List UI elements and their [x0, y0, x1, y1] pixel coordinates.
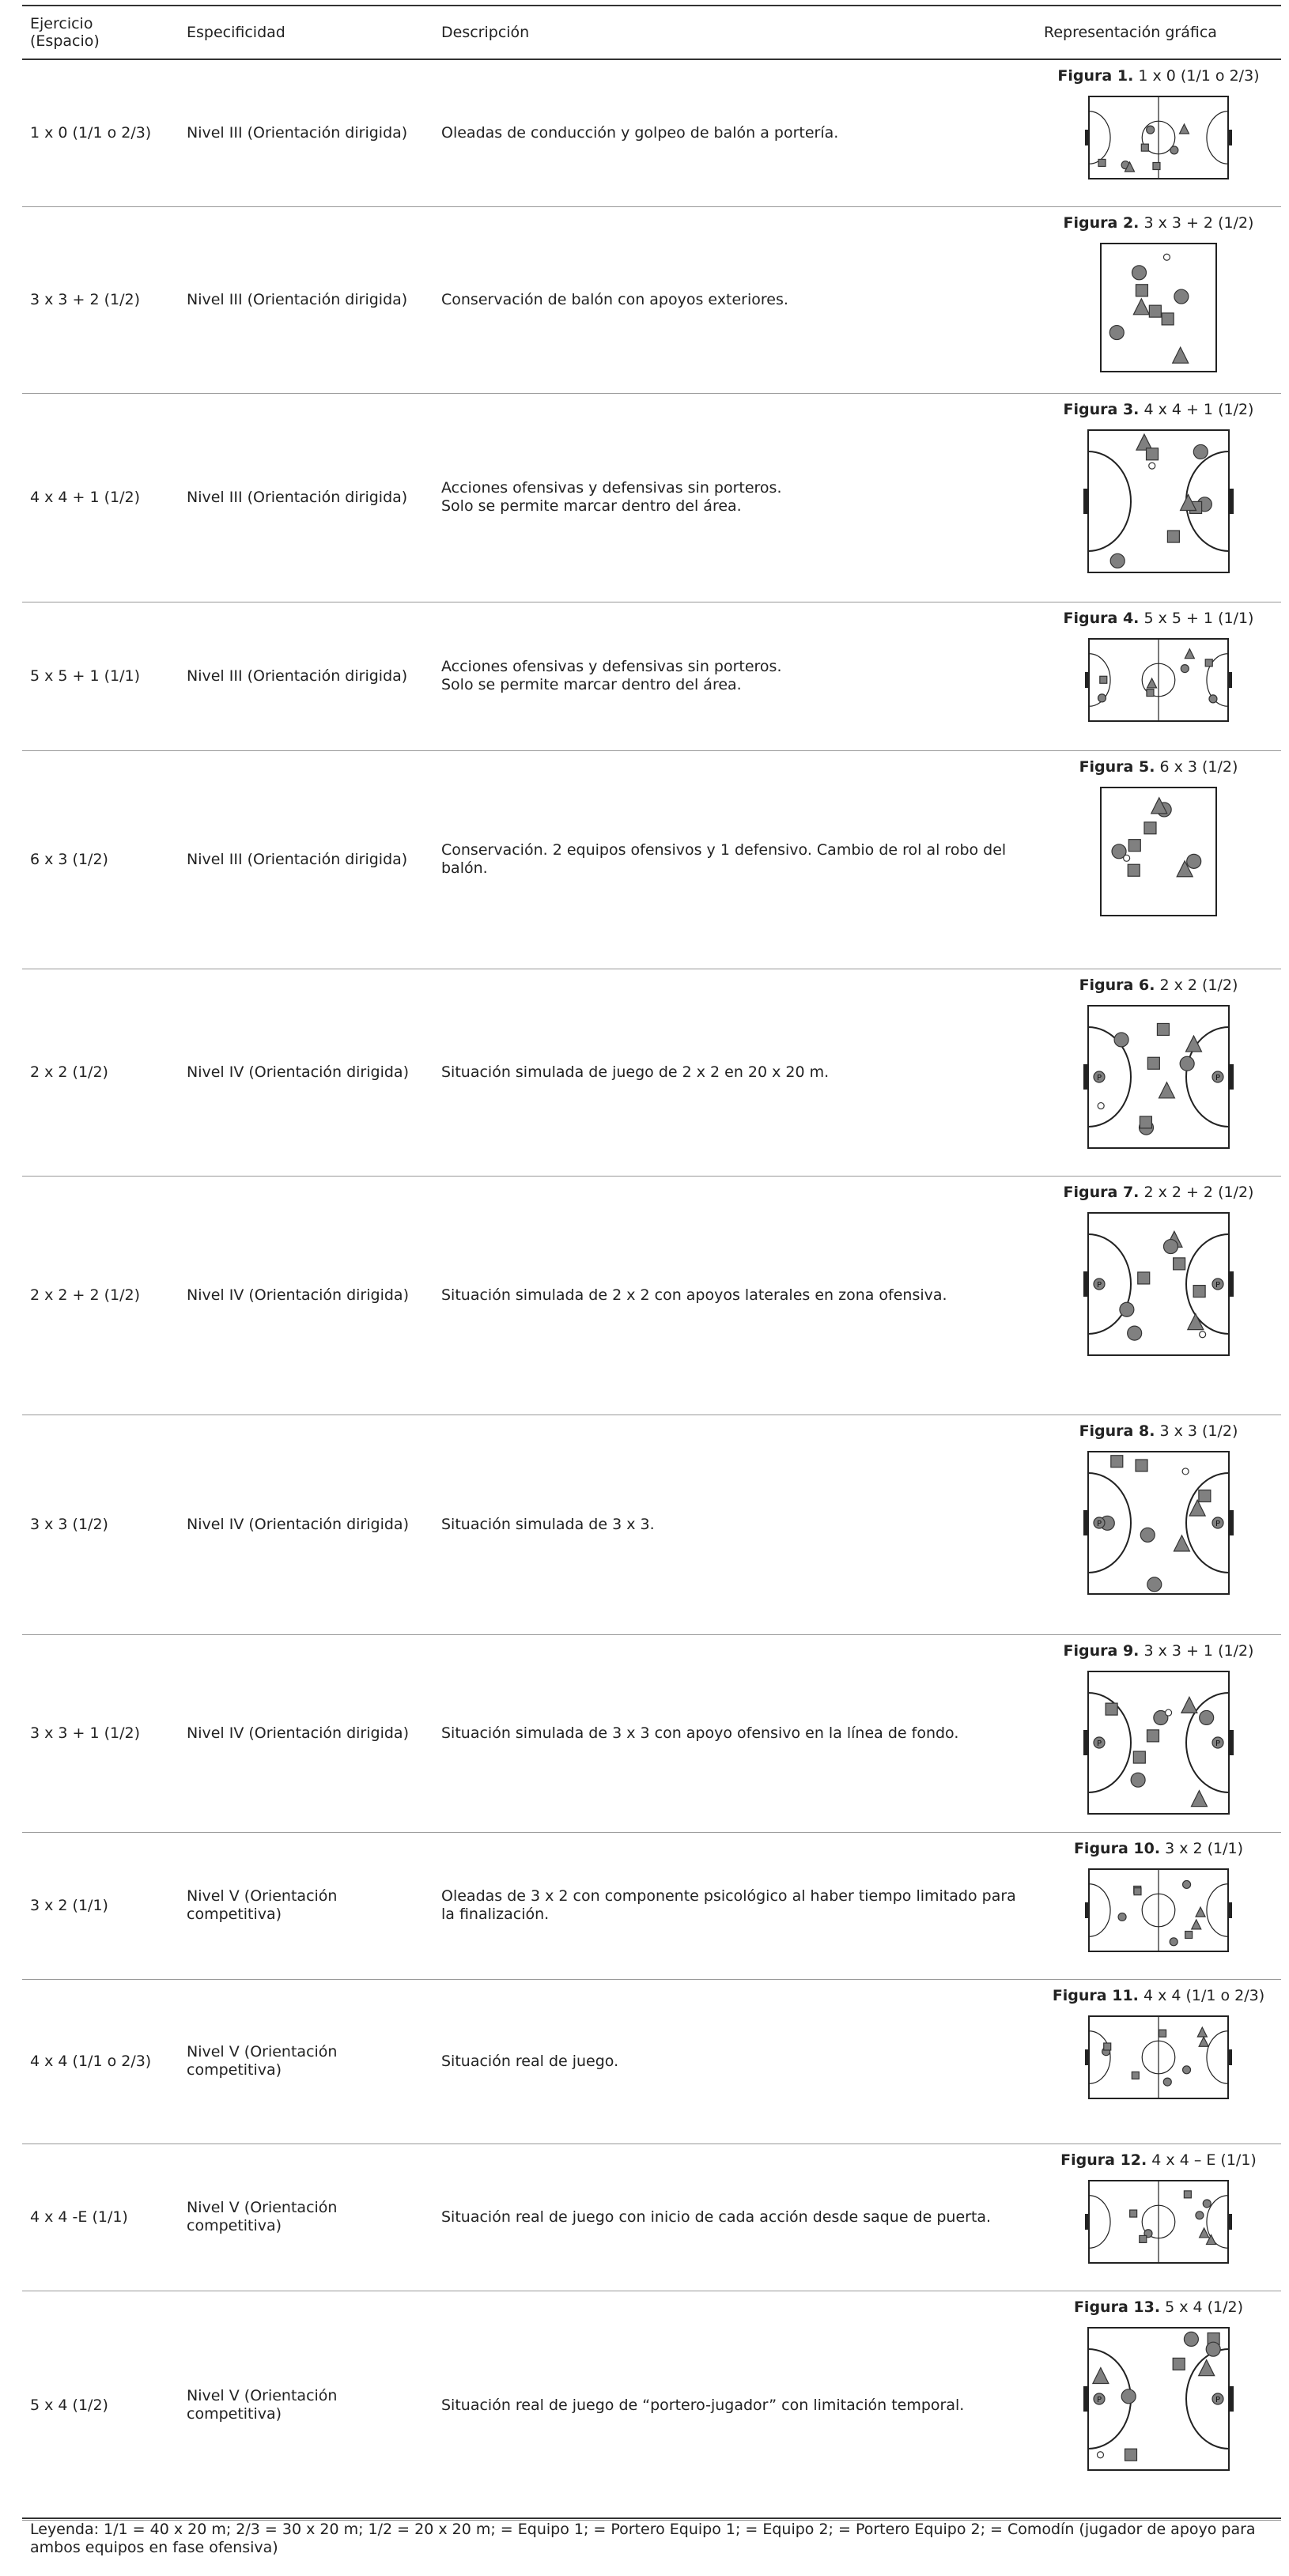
player-team-2-marker — [1140, 2235, 1147, 2242]
figure-label: Figura 1. — [1057, 67, 1134, 85]
figure-cell — [1036, 1176, 1281, 1415]
exercise-cell: 5 x 4 (1/2) — [22, 2291, 179, 2520]
player-team-1-marker — [1193, 444, 1208, 459]
pitch-diagram — [1088, 237, 1229, 378]
specificity-cell: Nivel IV (Orientación dirigida) — [179, 969, 433, 1176]
right-goal — [1229, 1064, 1234, 1090]
pitch-diagram — [1076, 1863, 1241, 1958]
player-team-2-marker — [1174, 1257, 1185, 1269]
specificity-cell: Nivel IV (Orientación dirigida) — [179, 1415, 433, 1634]
figure-label: Figura 12. — [1060, 2151, 1147, 2169]
table-row — [22, 1415, 1281, 1634]
description-cell: Oleadas de 3 x 2 con componente psicológico al haber tiempo limitado para la finalización. — [433, 1832, 1036, 1979]
figure-label: Figura 9. — [1063, 1641, 1140, 1660]
player-team-2-marker — [1134, 1887, 1141, 1894]
specificity-cell: Nivel V (Orientación competitiva) — [179, 2144, 433, 2291]
svg-text:P: P — [1096, 1519, 1102, 1528]
figure-title: 3 x 3 + 2 (1/2) — [1143, 213, 1254, 232]
specificity-cell: Nivel III (Orientación dirigida) — [179, 59, 433, 206]
right-goal — [1229, 1730, 1234, 1755]
goalkeeper-team-1-marker — [1094, 1071, 1105, 1082]
figure-caption — [1036, 1183, 1281, 1202]
table-row — [22, 750, 1281, 969]
figure-cell — [1036, 1415, 1281, 1634]
svg-text:P: P — [1215, 2395, 1221, 2404]
specificity-cell: Nivel III (Orientación dirigida) — [179, 602, 433, 750]
figure-cell — [1036, 59, 1281, 206]
exercise-cell: 4 x 4 -E (1/1) — [22, 2144, 179, 2291]
specificity-cell: Nivel IV (Orientación dirigida) — [179, 1176, 433, 1415]
ball-marker — [1124, 855, 1130, 861]
description-cell: Situación simulada de 3 x 3. — [433, 1415, 1036, 1634]
player-team-1-marker — [1132, 265, 1147, 279]
table-row — [22, 1176, 1281, 1415]
figure-title: 6 x 3 (1/2) — [1159, 757, 1238, 776]
player-team-1-marker — [1174, 289, 1189, 304]
figure-caption — [1036, 1986, 1281, 2005]
table-header-row — [22, 6, 1281, 59]
player-team-1-marker — [1131, 1773, 1145, 1787]
player-team-2-marker — [1147, 1729, 1159, 1741]
player-team-2-marker — [1147, 689, 1154, 696]
pitch-diagram — [1075, 424, 1242, 579]
player-team-2-marker — [1149, 305, 1161, 317]
figure-label: Figura 7. — [1063, 1183, 1140, 1201]
exercise-cell: 2 x 2 (1/2) — [22, 969, 179, 1176]
player-team-2-marker — [1098, 159, 1106, 166]
figure-label: Figura 5. — [1079, 757, 1155, 776]
left-goal — [1085, 672, 1089, 688]
player-team-2-marker — [1193, 1285, 1205, 1297]
figure-caption — [1036, 2151, 1281, 2170]
specificity-cell: Nivel III (Orientación dirigida) — [179, 393, 433, 602]
description-cell: Situación real de juego con inicio de cada acción desde saque de puerta. — [433, 2144, 1036, 2291]
figure-caption — [1036, 400, 1281, 419]
player-team-1-marker — [1098, 693, 1106, 701]
figure-title: 5 x 5 + 1 (1/1) — [1143, 609, 1254, 627]
svg-text:P: P — [1096, 1280, 1102, 1290]
goalkeeper-team-2-marker — [1212, 1737, 1223, 1748]
figure-title: 3 x 3 (1/2) — [1159, 1422, 1238, 1440]
figure-caption — [1036, 2298, 1281, 2317]
ball-marker — [1182, 1467, 1189, 1474]
player-team-1-marker — [1140, 1528, 1155, 1542]
player-team-2-marker — [1167, 531, 1179, 542]
specificity-cell: Nivel V (Orientación competitiva) — [179, 1832, 433, 1979]
exercise-cell: 6 x 3 (1/2) — [22, 750, 179, 969]
figure-title: 5 x 4 (1/2) — [1165, 2298, 1244, 2316]
figure-title: 1 x 0 (1/1 o 2/3) — [1138, 67, 1260, 85]
description-cell: Situación simulada de 3 x 3 con apoyo ofensivo en la línea de fondo. — [433, 1634, 1036, 1832]
figure-cell — [1036, 969, 1281, 1176]
figure-cell — [1036, 1979, 1281, 2144]
goalkeeper-team-1-marker — [1094, 1279, 1105, 1290]
table-row — [22, 602, 1281, 750]
figure-cell — [1036, 2291, 1281, 2520]
figure-caption — [1036, 66, 1281, 85]
player-team-1-marker — [1163, 2078, 1171, 2086]
svg-text:P: P — [1215, 1739, 1221, 1748]
ball-marker — [1166, 1709, 1172, 1716]
svg-text:P: P — [1215, 1280, 1221, 1290]
player-team-1-marker — [1184, 2332, 1198, 2346]
specificity-cell: Nivel V (Orientación competitiva) — [179, 2291, 433, 2520]
exercise-cell: 3 x 3 + 2 (1/2) — [22, 206, 179, 393]
player-team-2-marker — [1153, 163, 1160, 170]
figure-cell — [1036, 1832, 1281, 1979]
player-team-1-marker — [1183, 1880, 1191, 1888]
figure-label: Figura 10. — [1073, 1839, 1161, 1857]
player-team-1-marker — [1170, 1937, 1177, 1945]
figure-cell — [1036, 1634, 1281, 1832]
player-team-1-marker — [1180, 1056, 1194, 1071]
figure-caption — [1036, 1641, 1281, 1660]
player-team-2-marker — [1132, 2072, 1139, 2079]
figure-cell — [1036, 602, 1281, 750]
exercise-cell: 3 x 3 (1/2) — [22, 1415, 179, 1634]
description-cell: Acciones ofensivas y defensivas sin porteros. Solo se permite marcar dentro del área. — [433, 393, 1036, 602]
player-team-2-marker — [1147, 448, 1159, 459]
header-graphic: Representación gráfica — [1036, 6, 1281, 59]
ball-marker — [1149, 463, 1155, 469]
player-team-2-marker — [1128, 839, 1140, 851]
left-goal — [1083, 1510, 1088, 1535]
table-row — [22, 2291, 1281, 2520]
player-team-1-marker — [1118, 1913, 1126, 1921]
player-team-1-marker — [1163, 1239, 1177, 1253]
goalkeeper-team-2-marker — [1212, 1071, 1223, 1082]
ball-marker — [1163, 254, 1170, 260]
figure-caption — [1036, 1839, 1281, 1858]
figure-label: Figura 2. — [1063, 213, 1140, 232]
figure-caption — [1036, 976, 1281, 995]
player-team-1-marker — [1114, 1032, 1128, 1046]
figure-cell — [1036, 750, 1281, 969]
description-cell: Conservación. 2 equipos ofensivos y 1 defensivo. Cambio de rol al robo del balón. — [433, 750, 1036, 969]
right-goal — [1229, 1271, 1234, 1297]
header-specificity: Especificidad — [179, 6, 433, 59]
player-team-1-marker — [1147, 1577, 1162, 1591]
player-team-2-marker — [1128, 864, 1140, 876]
pitch-boundary — [1088, 1671, 1229, 1814]
left-goal — [1083, 2386, 1088, 2412]
table-row — [22, 969, 1281, 1176]
table-row — [22, 393, 1281, 602]
figure-label: Figura 6. — [1079, 976, 1155, 994]
legend-rule — [22, 2517, 1281, 2519]
player-team-1-marker — [1196, 2211, 1204, 2219]
svg-text:P: P — [1096, 1739, 1102, 1748]
player-team-2-marker — [1106, 1703, 1117, 1715]
player-team-1-marker — [1170, 146, 1178, 154]
figure-title: 4 x 4 – E (1/1) — [1151, 2151, 1257, 2169]
left-goal — [1085, 130, 1089, 145]
pitch-diagram — [1076, 2174, 1241, 2269]
table-row — [22, 206, 1281, 393]
figure-title: 3 x 3 + 1 (1/2) — [1143, 1641, 1254, 1660]
pitch-diagram — [1075, 1207, 1242, 1362]
pitch-diagram — [1075, 1665, 1242, 1820]
description-cell: Conservación de balón con apoyos exteriores. — [433, 206, 1036, 393]
exercise-cell: 5 x 5 + 1 (1/1) — [22, 602, 179, 750]
right-goal — [1228, 1902, 1232, 1918]
goalkeeper-team-1-marker — [1094, 1737, 1105, 1748]
pitch-diagram — [1076, 90, 1241, 185]
svg-text:P: P — [1096, 1073, 1102, 1082]
player-team-1-marker — [1128, 1326, 1142, 1340]
description-cell: Situación real de juego de “portero-jugador” con limitación temporal. — [433, 2291, 1036, 2520]
left-goal — [1083, 1730, 1088, 1755]
table-row — [22, 59, 1281, 206]
right-goal — [1228, 2049, 1232, 2065]
player-team-2-marker — [1140, 1116, 1151, 1127]
exercise-cell: 3 x 2 (1/1) — [22, 1832, 179, 1979]
svg-text:P: P — [1215, 1519, 1221, 1528]
player-team-2-marker — [1144, 822, 1156, 833]
figure-label: Figura 4. — [1063, 609, 1140, 627]
player-team-2-marker — [1185, 1931, 1193, 1938]
player-team-2-marker — [1141, 144, 1148, 151]
player-team-1-marker — [1200, 1710, 1214, 1724]
header-description: Descripción — [433, 6, 1036, 59]
right-goal — [1229, 489, 1234, 514]
pitch-diagram — [1075, 999, 1242, 1154]
left-goal — [1083, 489, 1088, 514]
figure-label: Figura 13. — [1073, 2298, 1161, 2316]
goalkeeper-team-2-marker — [1212, 1279, 1223, 1290]
specificity-cell: Nivel III (Orientación dirigida) — [179, 750, 433, 969]
figure-caption — [1036, 609, 1281, 628]
player-team-1-marker — [1181, 664, 1189, 672]
table-row — [22, 1634, 1281, 1832]
right-goal — [1228, 2214, 1232, 2230]
exercise-cell: 3 x 3 + 1 (1/2) — [22, 1634, 179, 1832]
pitch-diagram — [1075, 2321, 1242, 2476]
left-goal — [1085, 1902, 1089, 1918]
description-cell: Acciones ofensivas y defensivas sin porteros. Solo se permite marcar dentro del área. — [433, 602, 1036, 750]
figure-cell — [1036, 2144, 1281, 2291]
svg-text:P: P — [1096, 2395, 1102, 2404]
player-team-2-marker — [1130, 2210, 1137, 2217]
pitch-boundary — [1088, 1213, 1229, 1355]
player-team-2-marker — [1157, 1023, 1169, 1035]
player-team-2-marker — [1104, 2042, 1111, 2049]
figure-title: 3 x 2 (1/1) — [1165, 1839, 1244, 1857]
left-goal — [1083, 1271, 1088, 1297]
player-team-1-marker — [1206, 2342, 1220, 2356]
figure-caption — [1036, 213, 1281, 232]
table-row — [22, 1832, 1281, 1979]
specificity-cell: Nivel V (Orientación competitiva) — [179, 1979, 433, 2144]
player-team-2-marker — [1173, 2358, 1185, 2370]
player-team-2-marker — [1162, 312, 1174, 324]
player-team-1-marker — [1147, 126, 1155, 134]
player-team-1-marker — [1183, 2065, 1191, 2073]
left-goal — [1085, 2214, 1089, 2230]
figure-title: 4 x 4 (1/1 o 2/3) — [1143, 1986, 1265, 2004]
description-cell: Situación simulada de juego de 2 x 2 en 20 x 20 m. — [433, 969, 1036, 1176]
header-exercise: Ejercicio (Espacio) — [22, 6, 179, 59]
player-team-1-marker — [1110, 553, 1125, 568]
figure-title: 2 x 2 + 2 (1/2) — [1143, 1183, 1254, 1201]
figure-label: Figura 11. — [1052, 1986, 1139, 2004]
figure-title: 4 x 4 + 1 (1/2) — [1143, 400, 1254, 418]
description-cell: Situación simulada de 2 x 2 con apoyos laterales en zona ofensiva. — [433, 1176, 1036, 1415]
goalkeeper-team-2-marker — [1212, 1517, 1223, 1528]
description-cell: Oleadas de conducción y golpeo de balón a portería. — [433, 59, 1036, 206]
player-team-2-marker — [1159, 2030, 1166, 2037]
exercise-cell: 2 x 2 + 2 (1/2) — [22, 1176, 179, 1415]
player-team-2-marker — [1136, 284, 1147, 296]
player-team-2-marker — [1138, 1271, 1150, 1283]
figure-title: 2 x 2 (1/2) — [1159, 976, 1238, 994]
ball-marker — [1097, 2451, 1103, 2457]
pitch-diagram — [1088, 781, 1229, 922]
player-team-1-marker — [1120, 1302, 1134, 1316]
table-row — [22, 2144, 1281, 2291]
player-team-2-marker — [1125, 2449, 1137, 2461]
goalkeeper-team-1-marker — [1094, 2393, 1105, 2404]
right-goal — [1229, 2386, 1234, 2412]
goalkeeper-team-2-marker — [1212, 2393, 1223, 2404]
player-team-1-marker — [1187, 854, 1201, 868]
ball-marker — [1200, 1331, 1206, 1337]
player-team-1-marker — [1209, 694, 1217, 702]
player-team-2-marker — [1147, 1057, 1159, 1069]
table-row — [22, 1979, 1281, 2144]
figure-caption — [1036, 757, 1281, 776]
player-team-2-marker — [1199, 1490, 1211, 1501]
pitch-diagram — [1076, 633, 1241, 727]
left-goal — [1083, 1064, 1088, 1090]
figure-label: Figura 8. — [1079, 1422, 1155, 1440]
left-goal — [1085, 2049, 1089, 2065]
legend: Leyenda: 1/1 = 40 x 20 m; 2/3 = 30 x 20 m; 1/2 = 20 x 20 m; = Equipo 1; = Portero Equipo 1; = Equipo 2; = Portero Equipo 2; = Comodín (jugador de apoyo para ambos equipos en fase ofensiva) — [30, 2521, 1256, 2556]
figure-caption — [1036, 1422, 1281, 1441]
exercise-cell: 4 x 4 (1/1 o 2/3) — [22, 1979, 179, 2144]
right-goal — [1228, 130, 1232, 145]
exercise-cell: 4 x 4 + 1 (1/2) — [22, 393, 179, 602]
player-team-1-marker — [1121, 2389, 1136, 2403]
figure-cell — [1036, 393, 1281, 602]
player-team-1-marker — [1203, 2199, 1211, 2207]
player-team-2-marker — [1184, 2190, 1191, 2197]
player-team-2-marker — [1111, 1455, 1123, 1467]
specificity-cell: Nivel IV (Orientación dirigida) — [179, 1634, 433, 1832]
ball-marker — [1098, 1102, 1104, 1109]
player-team-1-marker — [1109, 325, 1124, 339]
description-cell: Situación real de juego. — [433, 1979, 1036, 2144]
exercise-cell: 1 x 0 (1/1 o 2/3) — [22, 59, 179, 206]
figure-cell — [1036, 206, 1281, 393]
pitch-diagram — [1075, 1445, 1242, 1600]
specificity-cell: Nivel III (Orientación dirigida) — [179, 206, 433, 393]
goalkeeper-team-1-marker — [1094, 1517, 1105, 1528]
pitch-diagram — [1076, 2010, 1241, 2105]
right-goal — [1229, 1510, 1234, 1535]
player-team-2-marker — [1205, 659, 1212, 666]
right-goal — [1228, 672, 1232, 688]
exercise-table — [22, 5, 1281, 2521]
svg-text:P: P — [1215, 1073, 1221, 1082]
player-team-2-marker — [1100, 676, 1107, 683]
player-team-2-marker — [1133, 1751, 1145, 1763]
player-team-2-marker — [1136, 1459, 1147, 1471]
figure-label: Figura 3. — [1063, 400, 1140, 418]
